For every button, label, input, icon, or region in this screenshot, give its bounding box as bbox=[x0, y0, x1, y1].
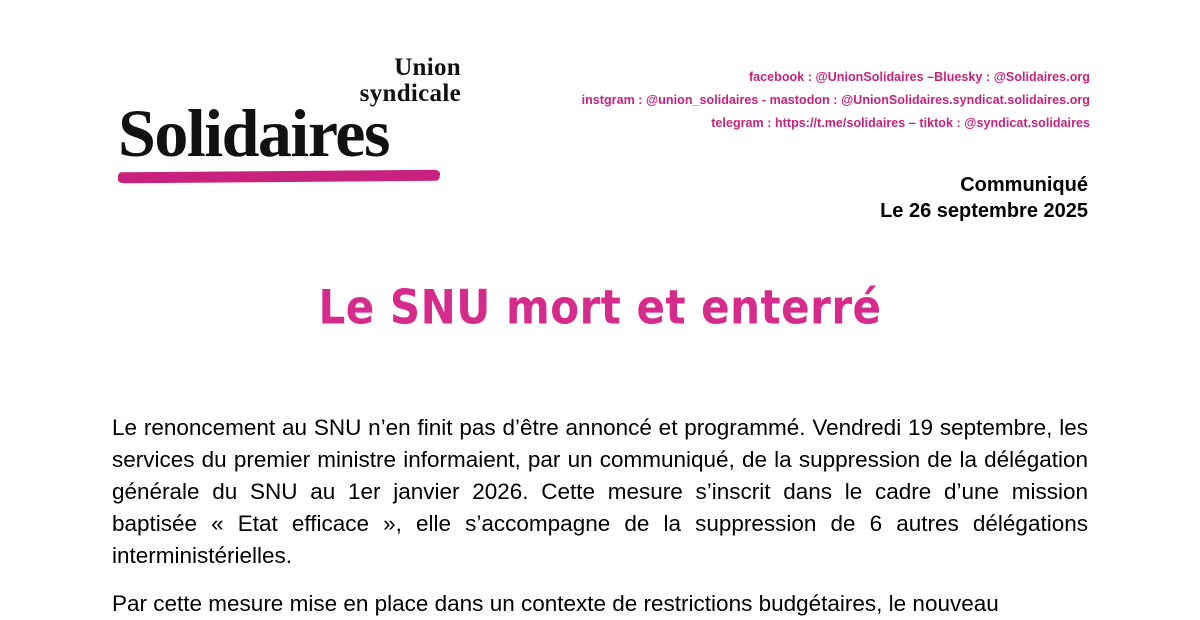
social-line-telegram-tiktok: telegram : https://t.me/solidaires – tiktok : @syndicat.solidaires bbox=[711, 116, 1090, 131]
social-line-facebook-bluesky: facebook : @UnionSolidaires –Bluesky : @Solidaires.org bbox=[748, 70, 1090, 84]
social-handles bbox=[582, 66, 1090, 135]
document-type: Communiqué bbox=[960, 174, 1088, 196]
document-meta bbox=[880, 172, 1088, 225]
document-date: Le 26 septembre 2025 bbox=[880, 200, 1088, 223]
document-body bbox=[112, 412, 1088, 620]
logo-union-line1: Union bbox=[394, 54, 461, 81]
document-header bbox=[0, 0, 1200, 235]
logo-underline-brushstroke bbox=[118, 169, 440, 183]
body-paragraph-2: Par cette mesure mise en place dans un contexte de restrictions budgétaires, le nouveau bbox=[112, 590, 999, 616]
solidaires-logo bbox=[118, 55, 463, 182]
page-title: Le SNU mort et enterré bbox=[318, 280, 882, 335]
social-line-instagram-mastodon: instgram : @union_solidaires - mastodon : @UnionSolidaires.syndicat.solidaires.org bbox=[581, 93, 1090, 108]
logo-wordmark: Solidaires bbox=[118, 95, 389, 171]
body-paragraph-1: Le renoncement au SNU n’en finit pas d’être annoncé et programmé. Vendredi 19 septembre, les services du premier ministre informaient, par un communiqué, de la suppression de la délégation générale du SNU au 1er janvier 2026. Cette mesure s’inscrit dans le cadre d’une mission baptisée « Etat efficace », elle s’accompagne de la suppression de 6 autres délégations interministérielles. bbox=[112, 415, 1088, 568]
logo-union-line2: syndicale bbox=[359, 79, 461, 107]
